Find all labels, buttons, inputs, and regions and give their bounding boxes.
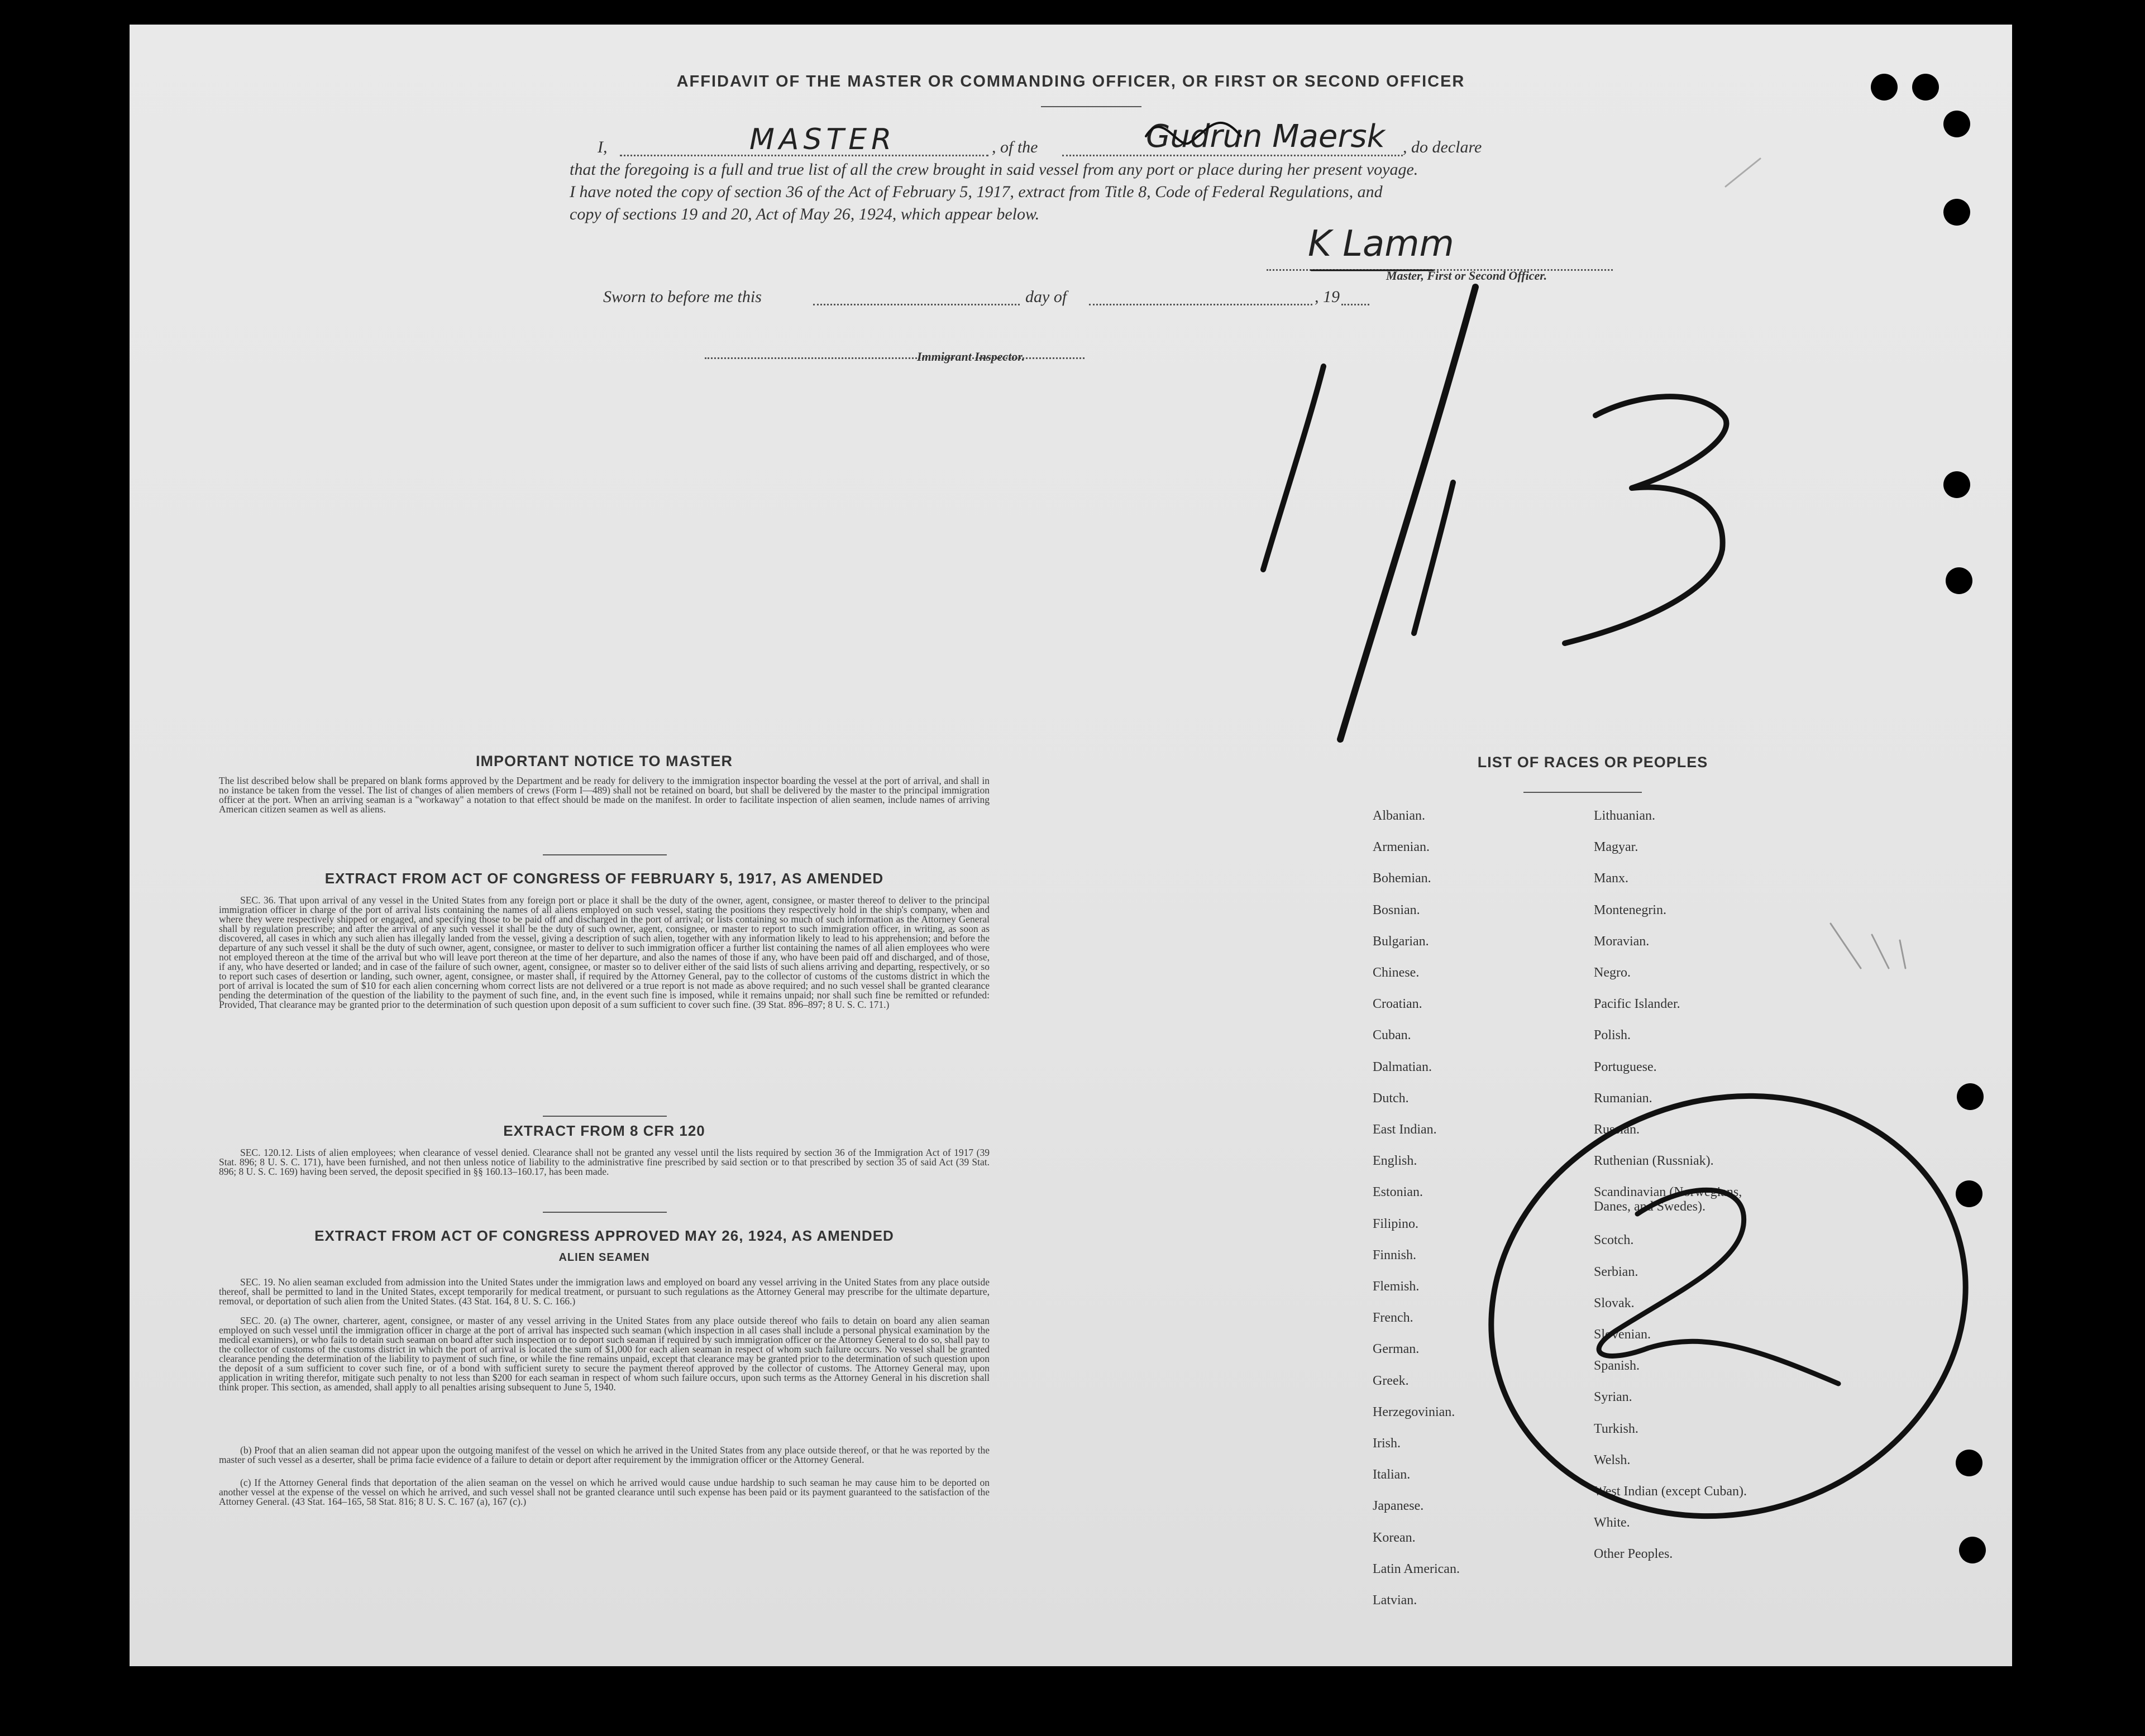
binder-hole (1912, 74, 1939, 101)
race-item: Syrian. (1594, 1390, 1632, 1405)
binder-hole (1943, 199, 1970, 226)
race-item: Bohemian. (1373, 871, 1431, 886)
race-item: Italian. (1373, 1467, 1411, 1482)
extract-cfr-heading: EXTRACT FROM 8 CFR 120 (503, 1122, 705, 1139)
race-item: Scandinavian (Norwegians, (1594, 1185, 1742, 1200)
race-item: Manx. (1594, 871, 1628, 886)
binder-hole (1957, 1083, 1984, 1110)
race-item: Armenian. (1373, 840, 1430, 855)
race-item: West Indian (except Cuban). (1594, 1484, 1747, 1499)
race-item: Bosnian. (1373, 902, 1420, 917)
race-item: Bulgarian. (1373, 934, 1429, 949)
form-page (130, 25, 2012, 1666)
race-item: Other Peoples. (1594, 1547, 1673, 1562)
race-item: Danes, and Swedes). (1594, 1199, 1706, 1214)
declaration-line-4: copy of sections 19 and 20, Act of May 26, 1924, which appear below. (570, 205, 1040, 223)
declaration-suffix: , do declare (1403, 138, 1482, 156)
race-item: Korean. (1373, 1530, 1416, 1545)
race-item: Polish. (1594, 1028, 1631, 1043)
fraction-slash (1340, 287, 1475, 739)
race-item: Scotch. (1594, 1233, 1634, 1248)
race-item: Serbian. (1594, 1264, 1638, 1279)
numeral-two (1599, 1190, 1838, 1384)
sec-20a: SEC. 20. (a) The owner, charterer, agent, consignee, or master of any vessel arriving in the United States from any place outside thereof who fails to detain on board any alien seaman employed on such vessel until the immigration officer in charge at the port of arrival has inspected such seaman (which inspection in all cases shall include a personal physical examination by the medical examiners), or who fails to detain such seaman on board after such inspection or to deport such seaman if required by such immigration officer or the Attorney General to do so, shall pay to the collector of customs of the customs district in which the port of arrival is located the sum of $1,000 for each alien seaman in respect of whom such failure occurs. No vessel shall be granted clearance pending the determination of the liability to payment of such fine, or while the fine remains unpaid, except that clearance may be granted prior to the determination of such question upon the deposit of a sum sufficient to cover such fine, or of a bond with sufficient surety to secure the payment thereof approved by the collector of customs. The Attorney General may, upon application in writing therefor, mitigate such penalty to not less than $200 for each seaman in respect of whom such failure occurs, upon such terms as the Attorney General in his discretion shall think proper. This section, as amended, shall apply to all penalties arising subsequent to June 5, 1940. (219, 1315, 990, 1393)
pencil-marks (1831, 924, 1905, 968)
race-item: Turkish. (1594, 1421, 1638, 1436)
race-item: Montenegrin. (1594, 902, 1666, 917)
race-item: Latin American. (1373, 1561, 1460, 1576)
numeral-one-b (1414, 482, 1453, 633)
binder-hole (1943, 471, 1970, 498)
numeral-three (1565, 396, 1726, 643)
declaration-of-the: , of the (992, 138, 1038, 156)
affidavit-heading: AFFIDAVIT OF THE MASTER OR COMMANDING OFFICER, OR FIRST OR SECOND OFFICER (676, 73, 1465, 90)
race-item: Spanish. (1594, 1359, 1640, 1374)
extract-1917-heading: EXTRACT FROM ACT OF CONGRESS OF FEBRUARY 5, 1917, AS AMENDED (324, 870, 884, 887)
race-item: Filipino. (1373, 1216, 1419, 1231)
races-heading: LIST OF RACES OR PEOPLES (1477, 754, 1708, 771)
race-item: Estonian. (1373, 1185, 1423, 1200)
signature-caption: Master, First or Second Officer. (1386, 269, 1547, 283)
race-item: French. (1373, 1311, 1413, 1326)
race-item: German. (1373, 1342, 1420, 1357)
alien-seamen-subheading: ALIEN SEAMEN (558, 1251, 650, 1264)
numeral-one-a (1263, 366, 1324, 570)
declaration-line-2: that the foregoing is a full and true list of all the crew brought in said vessel from any port or place during her present voyage. (570, 160, 1418, 179)
race-item: Moravian. (1594, 934, 1650, 949)
extract-cfr-body: SEC. 120.12. Lists of alien employees; when clearance of vessel denied. Clearance shall not be granted any vessel until the lists required by section 36 of the Immigration Act of 1917 (39 Stat. 896; 8 U. S. C. 171), have been furnished, and not then unless notice of liability to the administrative fine prescribed by said section or to that prescribed by section 35 of said Act (39 Stat. 896; 8 U. S. C. 169) having been served, the deposit specified in §§ 160.13–160.17, has been made. (219, 1147, 990, 1177)
sworn-day-of: day of (1025, 288, 1067, 306)
handwritten-signature: K Lamm (1308, 223, 1454, 265)
race-item: Herzegovinian. (1373, 1404, 1455, 1419)
race-item: East Indian. (1373, 1122, 1437, 1137)
race-item: Japanese. (1373, 1499, 1424, 1514)
race-item: Magyar. (1594, 840, 1638, 855)
race-item: Albanian. (1373, 809, 1425, 823)
race-item: Cuban. (1373, 1028, 1411, 1043)
race-item: Flemish. (1373, 1279, 1420, 1294)
race-item: Greek. (1373, 1373, 1409, 1388)
handwritten-vessel: Gudrun Maersk (1146, 118, 1385, 155)
race-item: Slovak. (1594, 1295, 1635, 1311)
notice-heading: IMPORTANT NOTICE TO MASTER (476, 753, 733, 769)
race-item: Dutch. (1373, 1091, 1409, 1106)
declaration-prefix: I, (598, 138, 608, 156)
inspector-caption: Immigrant Inspector. (917, 350, 1025, 364)
race-item: Croatian. (1373, 997, 1422, 1012)
notice-body: The list described below shall be prepared on blank forms approved by the Department and be ready for delivery to the immigration inspector boarding the vessel at the port of arrival, and shall in no instance be taken from the vessel. The list of changes of alien members of crews (Form I—489) shall not be retained on board, but shall be delivered by the master to the principal immigration officer at the port. When an arriving seaman is a "workaway" a notation to that effect should be made on the manifest. In order to facilitate inspection of alien seamen, include names of arriving American citizen seamen as well as aliens. (219, 775, 990, 815)
race-item: Welsh. (1594, 1452, 1631, 1467)
race-item: Chinese. (1373, 965, 1420, 980)
sec-20b: (b) Proof that an alien seaman did not appear upon the outgoing manifest of the vessel on which he arrived in the United States from any place outside thereof, or that he was reported by the master of such vessel as a deserter, shall be prima facie evidence of a failure to detain or deport after requirement by the immigration officer or the Attorney General. (219, 1445, 990, 1465)
binder-hole (1943, 111, 1970, 137)
race-item: White. (1594, 1515, 1630, 1531)
race-item: Rumanian. (1594, 1091, 1652, 1106)
circle-mark (1436, 1035, 2021, 1577)
handwritten-role: MASTER (749, 123, 896, 156)
sworn-prefix: Sworn to before me this (603, 288, 762, 306)
scan-speck (16, 1235, 20, 1245)
extract-1924-heading: EXTRACT FROM ACT OF CONGRESS APPROVED MAY 26, 1924, AS AMENDED (314, 1227, 894, 1244)
race-item: English. (1373, 1154, 1417, 1169)
binder-hole (1956, 1450, 1982, 1476)
binder-hole (1946, 567, 1972, 594)
race-item: Ruthenian (Russniak). (1594, 1154, 1714, 1169)
race-item: Slovenian. (1594, 1327, 1651, 1342)
binder-hole (1959, 1537, 1986, 1563)
race-item: Pacific Islander. (1594, 997, 1680, 1012)
handwritten-marks-layer (130, 25, 2012, 1666)
race-item: Russian. (1594, 1122, 1640, 1137)
race-item: Irish. (1373, 1436, 1401, 1451)
race-item: Dalmatian. (1373, 1059, 1432, 1074)
race-item: Finnish. (1373, 1247, 1417, 1262)
sec-20c: (c) If the Attorney General finds that deportation of the alien seaman on the vessel on which he arrived would cause undue hardship to such seaman he may cause him to be deported on another vessel at the expense of the vessel on which he arrived, and such vessel shall not be granted clearance until such expense has been paid or its payment guaranteed to the satisfaction of the Attorney General. (43 Stat. 164–165, 58 Stat. 816; 8 U. S. C. 167 (a), 167 (c).) (219, 1477, 990, 1507)
race-item: Lithuanian. (1594, 809, 1655, 823)
race-item: Portuguese. (1594, 1059, 1657, 1074)
sworn-year: , 19 (1315, 288, 1340, 306)
vessel-flourish (1146, 123, 1241, 144)
race-item: Negro. (1594, 965, 1631, 980)
pencil-mark (1726, 159, 1760, 186)
race-item: Latvian. (1373, 1593, 1417, 1608)
sec-19: SEC. 19. No alien seaman excluded from admission into the United States under the immigration laws and employed on board any vessel arriving in the United States from any place outside thereof, shall be permitted to land in the United States, except temporarily for medical treatment, or pursuant to such regulations as the Attorney General may prescribe for the ultimate departure, removal, or deportation of such alien from the United States. (43 Stat. 164, 8 U. S. C. 166.) (219, 1276, 990, 1307)
binder-hole (1956, 1180, 1982, 1207)
extract-1917-body: SEC. 36. That upon arrival of any vessel in the United States from any foreign port or place it shall be the duty of the owner, agent, consignee, or master thereof to deliver to the principal immigration officer in charge of the port of arrival lists containing the names of all aliens employed on such vessel, stating the positions they respectively hold in the ship's company, when and where they were respectively shipped or engaged, and specifying those to be paid off and discharged in the port of arrival; or lists containing so much of such information as the Attorney General shall by regulation prescribe; and after the arrival of any such vessel it shall be the duty of such owner, agent, consignee, or master to report to such immigration officer, in writing, as soon as discovered, all cases in which any such alien has illegally landed from the vessel, giving a description of such alien, together with any information likely to lead to his apprehension; and before the departure of any such vessel it shall be the duty of such owner, agent, consignee, or master to deliver to such immigration officer a further list containing the names of all alien employees who were not employed thereon at the time of the arrival but who will leave port thereon at the time of her departure, and also the names of those if any, who have been paid off and discharged, and of those, if any, who have deserted or landed; and in case of the failure of such owner, agent, consignee, or master so to deliver either of the said lists of such aliens arriving and departing, respectively, or so to report such cases of desertion or landing, such owner, agent, consignee, or master shall, if required by the Attorney General, pay to the collector of customs of the customs district in which the port of arrival is located the sum of $10 for each alien concerning whom correct lists are not delivered or a true report is not made as above required; and no such vessel shall be granted clearance pending the determination of the question of the liability to the payment of such fine, and, in the event such fine is imposed, while it remains unpaid; nor shall such fine be remitted or refunded: Provided, That clearance may be granted prior to the determination of such question upon deposit of a sum sufficient to cover such fine. (39 Stat. 896–897; 8 U. S. C. 171.) (219, 895, 990, 1010)
binder-hole (1871, 74, 1898, 101)
declaration-line-3: I have noted the copy of section 36 of the Act of February 5, 1917, extract from Title 8, Code of Federal Regulations, and (570, 183, 1383, 201)
